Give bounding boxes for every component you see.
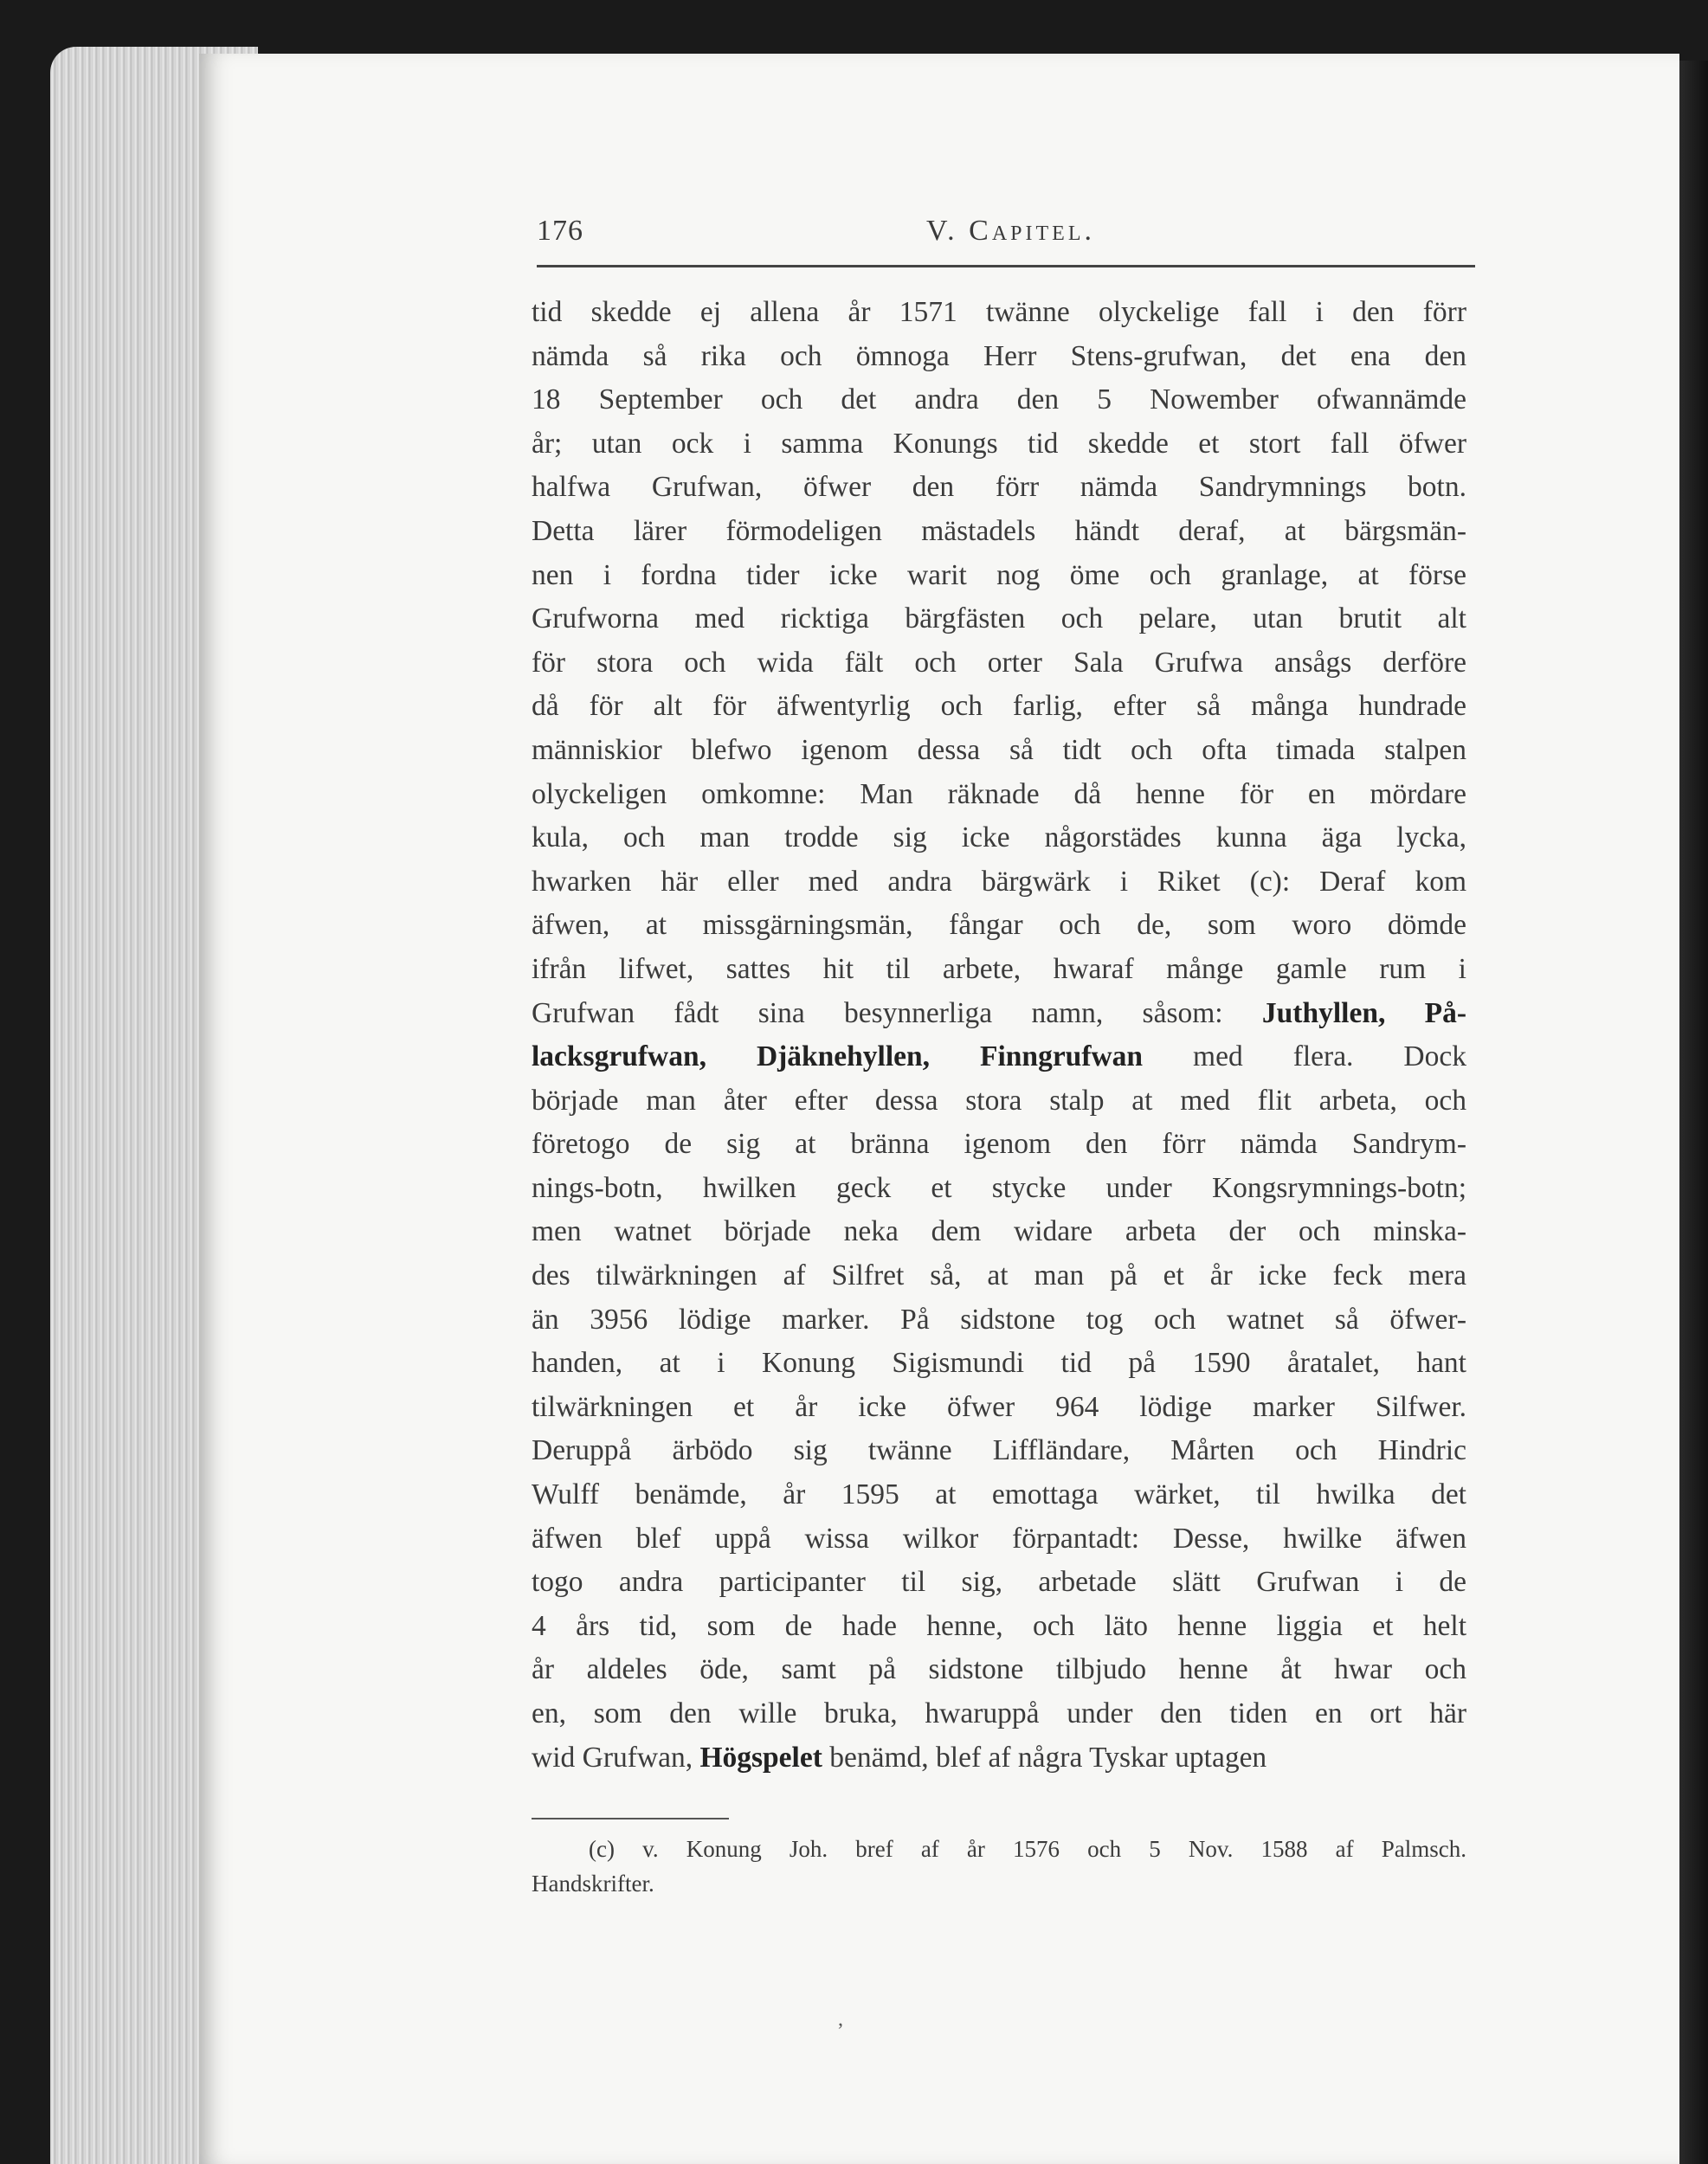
text-line (532, 1298, 1466, 1343)
text-line (532, 948, 1466, 992)
text-line (532, 773, 1466, 817)
text-line (532, 510, 1466, 554)
text-segment: än 3956 lödige marker. På sidstone tog och watnet så öfwer- (532, 1303, 1466, 1336)
text-line (532, 1123, 1466, 1167)
text-segment: 4 års tid, som de hade henne, och läto henne liggia et helt (532, 1609, 1466, 1642)
text-segment: år aldeles öde, samt på sidstone tilbjudo henne åt hwar och (532, 1653, 1466, 1686)
text-line (532, 1473, 1466, 1517)
text-segment: äfwen blef uppå wissa wilkor förpantadt: Desse, hwilke äfwen (532, 1522, 1466, 1555)
stray-mark: , (838, 2008, 843, 2031)
text-segment: Grufworna med ricktiga bärgfästen och pelare, utan brutit alt (532, 602, 1466, 635)
page-number: 176 (537, 215, 583, 247)
text-line (532, 685, 1466, 729)
text-segment: Wulff benämde, år 1595 at emottaga wärket, til hwilka det (532, 1478, 1466, 1511)
text-segment: nings-botn, hwilken geck et stycke under Kongsrymnings-botn; (532, 1171, 1466, 1204)
text-line (532, 422, 1466, 467)
text-segment: benämd, blef af några Tyskar uptagen (822, 1741, 1267, 1774)
text-segment: olyckeligen omkomne: Man räknade då henne för en mördare (532, 777, 1466, 810)
text-line (532, 1386, 1466, 1430)
bold-term: Högspelet (699, 1741, 822, 1774)
text-line (532, 1079, 1466, 1124)
footnote-line: (c) v. Konung Joh. bref af år 1576 och 5 Nov. 1588 af Palmsch. (589, 1836, 1466, 1862)
text-segment: för stora och wida fält och orter Sala Grufwa ansågs derföre (532, 646, 1466, 679)
text-segment: ifrån lifwet, sattes hit til arbete, hwaraf månge gamle rum i (532, 952, 1466, 985)
text-line (532, 1429, 1466, 1473)
text-segment: företogo de sig at bränna igenom den förr nämda Sandrym- (532, 1128, 1466, 1161)
text-line (532, 1210, 1466, 1254)
text-line (532, 554, 1466, 598)
text-segment: Grufwan fådt sina besynnerliga namn, såsom: (532, 996, 1262, 1029)
text-line (532, 1167, 1466, 1211)
page-right-shadow (1679, 61, 1708, 2164)
body-text (532, 291, 1466, 1780)
text-line (532, 378, 1466, 422)
text-line (532, 860, 1466, 905)
text-segment: nämda så rika och ömnoga Herr Stens-grufwan, det ena den (532, 339, 1466, 372)
text-line (532, 1736, 1466, 1781)
text-segment: hwarken här eller med andra bärgwärk i Riket (c): Deraf kom (532, 865, 1466, 898)
running-header (537, 215, 1472, 267)
footnote-line: Handskrifter. (532, 1871, 654, 1897)
text-line (532, 992, 1466, 1036)
bold-term: Juthyllen, På- (1261, 996, 1466, 1029)
text-segment: nen i fordna tider icke warit nog öme och granlage, at förse (532, 558, 1466, 591)
text-segment: Deruppå ärbödo sig twänne Liffländare, Mårten och Hindric (532, 1434, 1466, 1467)
text-line (532, 641, 1466, 686)
text-line (532, 1561, 1466, 1605)
text-line (532, 1035, 1466, 1079)
text-segment: handen, at i Konung Sigismundi tid på 1590 åratalet, hant (532, 1347, 1466, 1380)
footnote-rule (532, 1818, 729, 1819)
text-line (532, 1605, 1466, 1649)
text-line (532, 335, 1466, 379)
text-line (532, 291, 1466, 335)
text-line (532, 1254, 1466, 1298)
text-line (532, 1342, 1466, 1386)
text-line (532, 1517, 1466, 1562)
bold-term: lacksgrufwan, Djäknehyllen, Finngrufwan (532, 1040, 1144, 1073)
text-segment: en, som den wille bruka, hwaruppå under den tiden en ort här (532, 1697, 1466, 1729)
footnote (532, 1832, 1466, 1901)
text-line (532, 816, 1466, 860)
text-line (532, 466, 1466, 510)
text-segment: med flera. Dock (1143, 1040, 1466, 1073)
chapter-title: V. Capitel. (926, 215, 1096, 247)
text-segment: kula, och man trodde sig icke någorstädes kunna äga lycka, (532, 821, 1466, 854)
text-segment: tilwärkningen et år icke öfwer 964 lödige marker Silfwer. (532, 1390, 1466, 1423)
text-segment: des tilwärkningen af Silfret så, at man på et år icke feck mera (532, 1259, 1466, 1292)
text-segment: 18 September och det andra den 5 Nowember ofwannämde (532, 383, 1466, 416)
text-line (532, 597, 1466, 641)
text-segment: började man åter efter dessa stora stalp at med flit arbeta, och (532, 1084, 1466, 1117)
text-segment: människior blefwo igenom dessa så tidt och ofta timada stalpen (532, 733, 1466, 766)
text-line (532, 729, 1466, 773)
text-segment: äfwen, at missgärningsmän, fångar och de, som woro dömde (532, 909, 1466, 942)
text-segment: men watnet började neka dem widare arbeta der och minska- (532, 1215, 1466, 1248)
text-segment: då för alt för äfwentyrlig och farlig, efter så många hundrade (532, 690, 1466, 723)
text-segment: Detta lärer förmodeligen mästadels händt deraf, at bärgsmän- (532, 514, 1466, 547)
text-line (532, 1692, 1466, 1736)
text-line (532, 1648, 1466, 1692)
text-segment: togo andra participanter til sig, arbetade slätt Grufwan i de (532, 1566, 1466, 1599)
header-rule (537, 265, 1475, 267)
text-line (532, 904, 1466, 948)
text-segment: år; utan ock i samma Konungs tid skedde et stort fall öfwer (532, 427, 1466, 460)
text-segment: halfwa Grufwan, öfwer den förr nämda Sandrymnings botn. (532, 471, 1466, 504)
text-segment: wid Grufwan, (532, 1741, 700, 1774)
text-segment: tid skedde ej allena år 1571 twänne olyckelige fall i den förr (532, 296, 1466, 328)
